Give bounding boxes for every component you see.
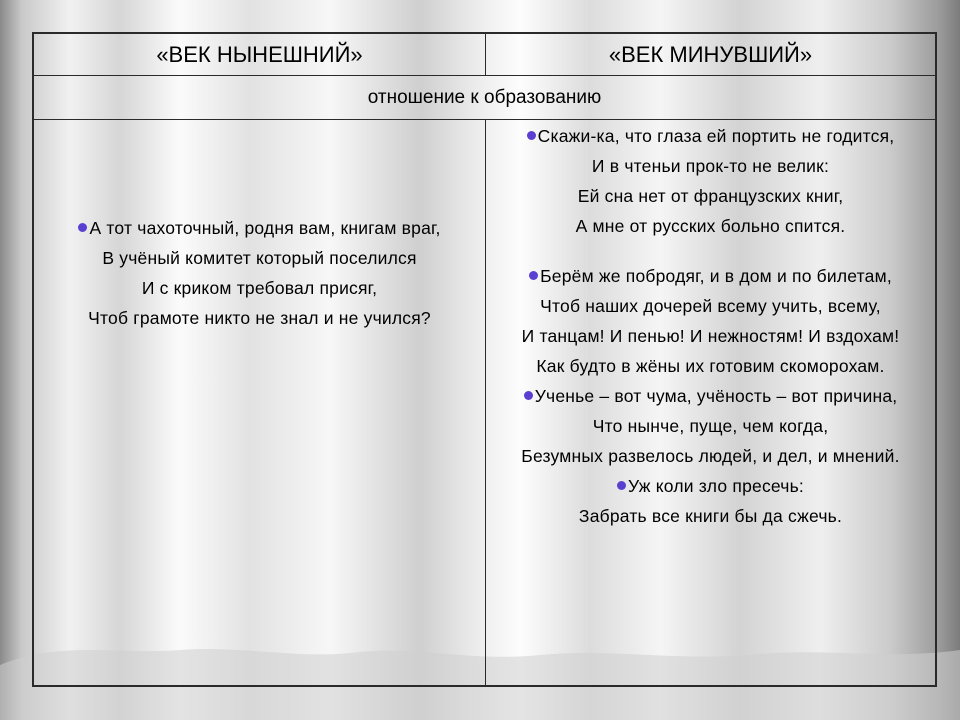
quote-line: А мне от русских больно спится. (575, 216, 846, 236)
quote-line: И в чтеньи прок-то не велик: (591, 156, 830, 176)
bullet-icon (524, 391, 533, 400)
quote-text: Берём же побродяг, и в дом и по билетам, (540, 266, 892, 286)
past-age-quotes (486, 120, 935, 685)
bullet-icon (78, 223, 87, 232)
quote-line: И с криком требовал присяг, (141, 278, 378, 298)
quote-line (524, 384, 898, 409)
quote-text: А тот чахоточный, родня вам, книгам враг, (89, 218, 441, 238)
current-age-quotes (34, 120, 486, 685)
header-past-age-text: «ВЕК МИНУВШИЙ» (608, 41, 813, 67)
header-past-age (486, 34, 935, 76)
quote-line: Забрать все книги бы да сжечь. (578, 506, 843, 526)
quote-line (78, 216, 440, 241)
quote-line: Ей сна нет от французских книг, (577, 186, 844, 206)
quote-line: Как будто в жёны их готовим скоморохам. (536, 356, 885, 376)
quote-line: И танцам! И пенью! И нежностям! И вздохам! (521, 326, 900, 346)
subheader-education (34, 76, 935, 120)
quote-line: Чтоб наших дочерей всему учить, всему, (540, 296, 881, 316)
header-current-age-text: «ВЕК НЫНЕШНИЙ» (156, 41, 363, 67)
quote-text: Скажи-ка, что глаза ей портить не годится, (537, 126, 895, 146)
quote-line (529, 264, 892, 289)
quote-line: Безумных развелось людей, и дел, и мнений. (521, 446, 900, 466)
quote-line (617, 474, 804, 499)
quote-text: Ученье – вот чума, учёность – вот причина, (534, 386, 898, 406)
quote-line (527, 124, 895, 149)
header-current-age (34, 34, 486, 76)
bullet-icon (617, 481, 626, 490)
subheader-text: отношение к образованию (367, 86, 602, 108)
quote-text: Уж коли зло пресечь: (628, 476, 804, 496)
quote-line: Чтоб грамоте никто не знал и не учился? (88, 308, 431, 328)
bullet-icon (527, 131, 536, 140)
quote-line: Что нынче, пуще, чем когда, (592, 416, 829, 436)
comparison-table (32, 32, 937, 687)
bullet-icon (529, 271, 538, 280)
quote-line: В учёный комитет который поселился (102, 248, 417, 268)
